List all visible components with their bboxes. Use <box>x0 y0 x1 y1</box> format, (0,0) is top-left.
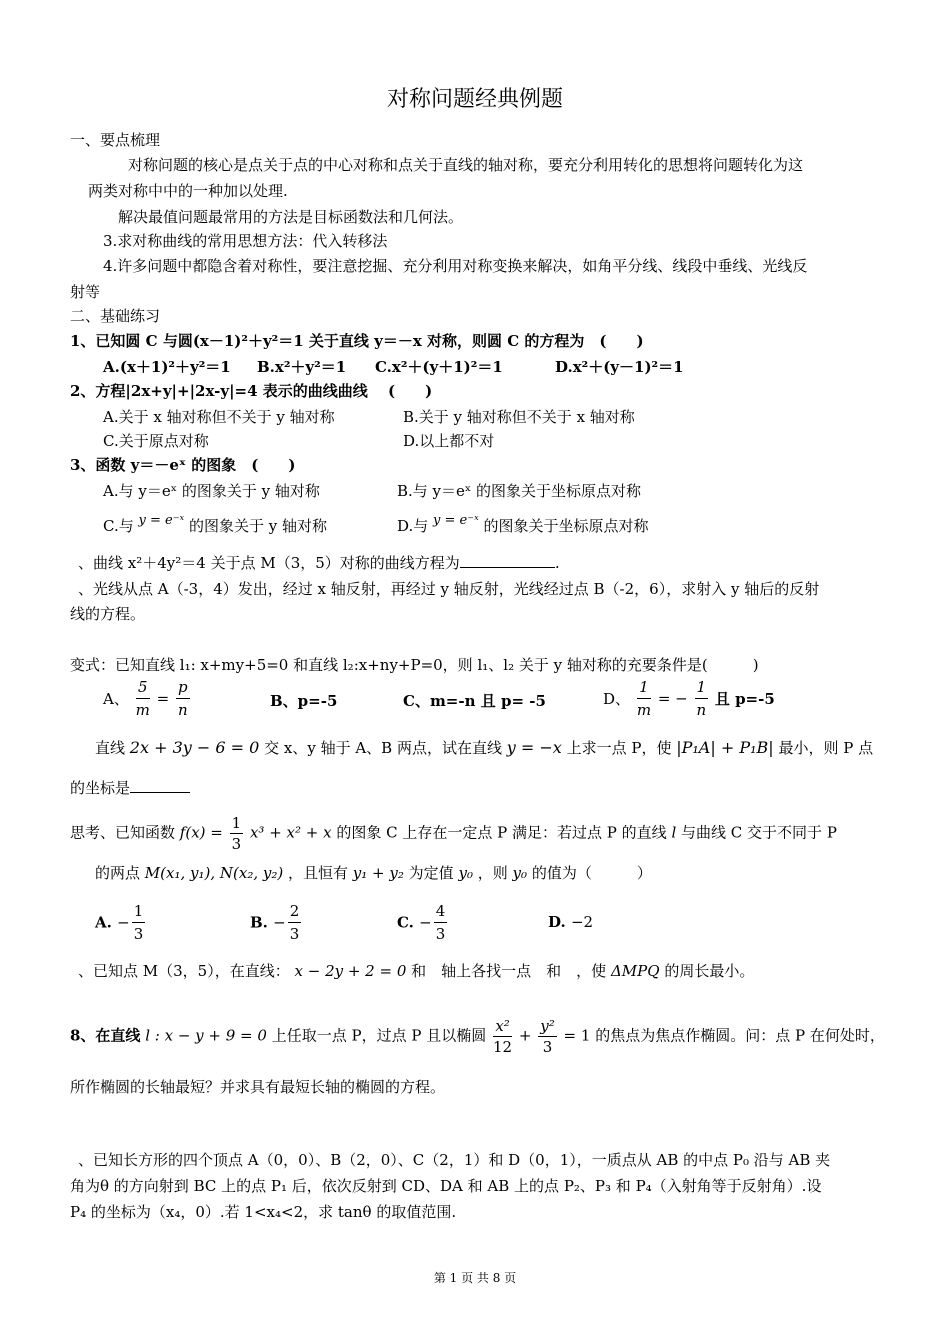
denominator: 3 <box>542 1038 553 1056</box>
q4-stem: 、曲线 x²＋4y²＝4 关于点 M（3，5）对称的曲线方程为 <box>78 554 460 572</box>
fraction <box>132 900 146 945</box>
denominator: 3 <box>231 835 242 853</box>
variant-stem: 变式：已知直线 l₁: x+my+5=0 和直线 l₂:x+ny+P=0，则 l₁、l₂ 关于 y 轴对称的充要条件是( ) <box>70 656 759 674</box>
think-option-c <box>397 900 449 945</box>
think-text: 的值为（ ） <box>531 864 652 882</box>
q6-text: 直线 <box>95 739 126 757</box>
var-a-label: A、 <box>103 690 129 708</box>
fraction <box>695 676 709 721</box>
q7-text: 、已知点 M（3，5），在直线： <box>78 962 290 980</box>
variant-option-b: B、p=-5 <box>270 692 338 710</box>
think-points: M(x₁, y₁), N(x₂, y₂) <box>144 864 284 882</box>
paragraph: 射等 <box>70 283 101 301</box>
sign: − <box>117 913 130 932</box>
var-d-text: 且 p=-5 <box>714 690 775 708</box>
denominator: 3 <box>435 925 446 943</box>
page-title: 对称问题经典例题 <box>386 87 563 112</box>
numerator: 2 <box>288 900 302 923</box>
sign: − <box>273 913 286 932</box>
paragraph: 解决最值问题最常用的方法是目标函数法和几何法。 <box>118 208 464 226</box>
denominator: m <box>636 701 652 719</box>
plus: + <box>518 1026 532 1045</box>
numerator: 1 <box>637 676 651 699</box>
q7-triangle: ΔMPQ <box>610 962 660 980</box>
question-8-line-2: 所作椭圆的长轴最短？并求具有最短长轴的椭圆的方程。 <box>70 1078 446 1096</box>
q8-expr: l : x − y + 9 = 0 <box>145 1026 267 1045</box>
fraction <box>230 813 244 854</box>
page-footer: 第 1 页 共 8 页 <box>433 1271 517 1285</box>
question-1-stem: 1、已知圆 C 与圆(x－1)²＋y²＝1 关于直线 y＝－x 对称，则圆 C 的方程为 ( ) <box>70 332 644 350</box>
numerator: 1 <box>695 676 709 699</box>
q3-option-b: B.与 y＝eˣ 的图象关于坐标原点对称 <box>397 482 642 500</box>
think-option-a <box>95 900 147 945</box>
question-6-line-1 <box>95 738 950 758</box>
fraction <box>176 676 190 721</box>
think-text: ，且恒有 <box>288 864 349 882</box>
question-5-line-2: 线的方程。 <box>70 605 146 623</box>
think-line-2 <box>95 863 950 883</box>
q3-c-label: C.与 <box>103 517 134 535</box>
think-l: l <box>671 823 677 842</box>
option-label: C. <box>397 913 414 932</box>
q7-text: 和 轴上各找一点 和 ，使 <box>411 962 607 980</box>
q1-option-c: C.x²＋(y＋1)²＝1 <box>375 358 503 376</box>
q4-end: . <box>554 554 560 572</box>
answer-blank[interactable] <box>460 553 555 568</box>
question-6-line-2 <box>70 778 950 798</box>
think-text: 与曲线 C 交于不同于 P <box>681 823 837 842</box>
q6-expr-2: y = −x <box>506 738 562 757</box>
denominator: n <box>177 701 188 719</box>
paragraph: 3.求对称曲线的常用思想方法：代入转移法 <box>103 232 388 250</box>
denominator: 3 <box>133 925 144 943</box>
section-heading-2: 二、基础练习 <box>70 307 161 325</box>
question-4 <box>78 553 950 573</box>
option-label: B. <box>250 913 268 932</box>
paragraph: 4.许多问题中都隐含着对称性，要注意挖掘、充分利用对称变换来解决，如角平分线、线段中垂线、光线反 <box>103 257 808 275</box>
q3-c-text: 的图象关于 y 轴对称 <box>188 517 327 535</box>
q6-text: 上求一点 P，使 <box>566 739 672 757</box>
q8-text: 上任取一点 P，过点 P 且以椭圆 <box>271 1026 487 1045</box>
equals: = − <box>657 689 688 708</box>
variant-option-c: C、m=-n 且 p= -5 <box>403 692 546 710</box>
paragraph: 两类对称中中的一种加以处理. <box>88 182 288 200</box>
q7-text: 的周长最小。 <box>664 962 755 980</box>
think-option-d <box>548 913 593 931</box>
denominator: 3 <box>289 925 300 943</box>
think-line-1 <box>70 813 950 854</box>
numerator: x² <box>493 1016 512 1037</box>
think-text: 为定值 <box>408 864 454 882</box>
numerator: 1 <box>231 814 242 832</box>
question-3-stem: 3、函数 y＝－eˣ 的图象 ( ) <box>70 456 296 474</box>
q2-option-b: B.关于 y 轴对称但不关于 x 轴对称 <box>403 408 635 426</box>
think-text: ，则 <box>477 864 508 882</box>
q7-expr: x − 2y + 2 = 0 <box>294 962 407 980</box>
think-option-b <box>250 900 303 945</box>
numerator: y² <box>540 1017 555 1035</box>
question-9-line-2: 角为θ 的方向射到 BC 上的点 P₁ 后，依次反射到 CD、DA 和 AB 上的点 P₂、P₃ 和 P₄（入射角等于反射角）.设 <box>70 1177 822 1195</box>
q3-d-expr: y = e⁻ˣ <box>433 513 479 528</box>
question-7 <box>78 961 950 981</box>
q2-option-c: C.关于原点对称 <box>103 432 209 450</box>
q3-option-c <box>103 515 327 536</box>
q1-option-a: A.(x＋1)²＋y²＝1 <box>103 358 231 376</box>
q3-option-a: A.与 y＝eˣ 的图象关于 y 轴对称 <box>103 482 320 500</box>
equals: = 1 <box>563 1026 591 1045</box>
denominator: 12 <box>493 1038 513 1056</box>
question-8-line-1 <box>70 1016 950 1057</box>
think-y0: y₀ <box>458 864 473 882</box>
q8-text: 8、在直线 <box>70 1026 141 1045</box>
fraction <box>637 676 651 721</box>
q2-option-a: A.关于 x 轴对称但不关于 y 轴对称 <box>103 408 335 426</box>
question-9-line-1: 、已知长方形的四个顶点 A（0，0）、B（2，0）、C（2，1）和 D（0，1），一质点从 AB 的中点 P₀ 沿与 AB 夹 <box>78 1151 831 1169</box>
q3-d-label: D.与 <box>397 517 429 535</box>
variant-option-d <box>603 676 775 721</box>
variant-option-a <box>103 676 192 721</box>
question-9-line-3: P₄ 的坐标为（x₄，0）.若 1<x₄<2，求 tanθ 的取值范围. <box>70 1203 457 1221</box>
q2-option-d: D.以上都不对 <box>403 432 495 450</box>
fraction <box>493 1016 512 1057</box>
question-2-stem: 2、方程|2x+y|+|2x-y|=4 表示的曲线曲线 ( ) <box>70 382 433 400</box>
fraction <box>136 676 150 721</box>
q6-text: 最小，则 P 点 <box>778 739 874 757</box>
numerator: 1 <box>132 900 146 923</box>
think-text: 思考、已知函数 <box>70 823 176 842</box>
numerator: 4 <box>434 900 448 923</box>
section-heading-1: 一、要点梳理 <box>70 131 161 149</box>
think-y0: y₀ <box>512 864 528 882</box>
question-5-line-1: 、光线从点 A（-3，4）发出，经过 x 轴反射，再经过 y 轴反射，光线经过点 B（-2，6），求射入 y 轴后的反射 <box>78 580 820 598</box>
sign: − <box>419 913 432 932</box>
fraction <box>538 1016 557 1057</box>
equals: = <box>156 689 170 708</box>
denominator: m <box>135 701 150 719</box>
q6-expr-3: |P₁A| + P₁B| <box>676 738 774 757</box>
option-value: −2 <box>570 913 594 931</box>
think-poly: x³ + x² + x <box>249 823 332 842</box>
q3-option-d <box>397 515 649 536</box>
var-d-label: D、 <box>603 690 631 708</box>
q6-text: 交 x、y 轴于 A、B 两点，试在直线 <box>264 739 502 757</box>
think-fx: f(x) = <box>179 823 223 842</box>
numerator: 5 <box>136 676 150 699</box>
q3-d-text: 的图象关于坐标原点对称 <box>483 517 649 535</box>
think-text: 的图象 C 上存在一定点 P 满足：若过点 P 的直线 <box>336 823 667 842</box>
option-label: D. <box>548 913 566 931</box>
paragraph: 对称问题的核心是点关于点的中心对称和点关于直线的轴对称，要充分利用转化的思想将问题转化为这 <box>128 156 804 174</box>
numerator: p <box>176 676 190 699</box>
think-sum: y₁ + y₂ <box>352 864 404 882</box>
answer-blank[interactable] <box>130 778 190 793</box>
q8-text: 的焦点为焦点作椭圆。问：点 P 在何处时， <box>595 1026 885 1045</box>
option-label: A. <box>95 913 112 932</box>
fraction <box>288 900 302 945</box>
q3-c-expr: y = e⁻ˣ <box>138 513 185 528</box>
denominator: n <box>696 701 707 719</box>
q6-text: 的坐标是 <box>70 779 131 797</box>
think-text: 的两点 <box>95 864 141 882</box>
q1-option-b: B.x²＋y²＝1 <box>257 358 347 376</box>
q6-expr-1: 2x + 3y − 6 = 0 <box>129 738 260 757</box>
q1-option-d: D.x²＋(y－1)²＝1 <box>555 358 684 376</box>
fraction <box>434 900 448 945</box>
